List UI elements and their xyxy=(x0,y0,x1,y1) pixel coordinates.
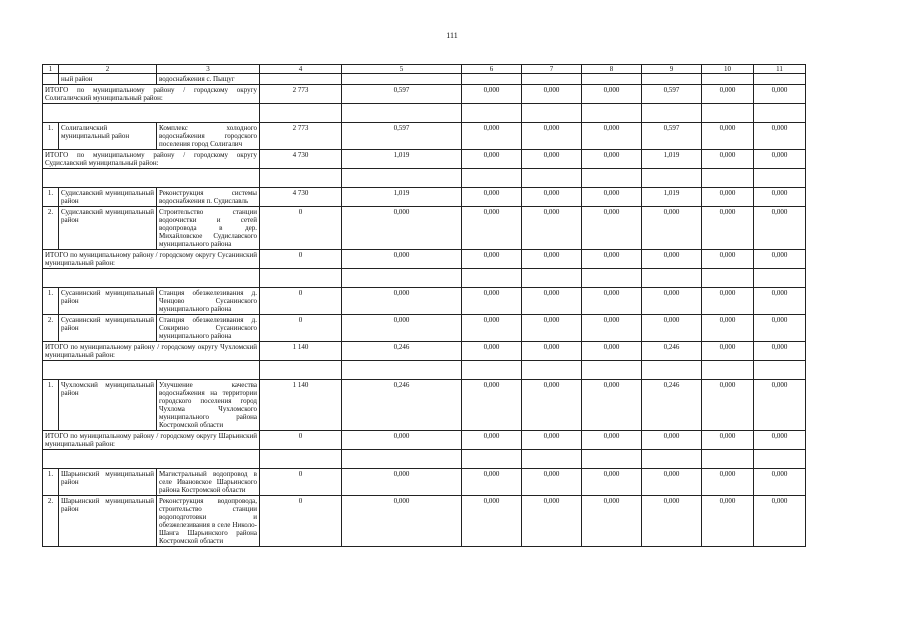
value-cell: 0,000 xyxy=(642,288,702,315)
project-row xyxy=(43,315,806,342)
row-number-cell: 1. xyxy=(43,288,59,315)
empty-cell xyxy=(260,169,342,188)
project-row xyxy=(43,496,806,547)
district-cell: Сусанинский муниципальный район xyxy=(59,315,157,342)
total-value-cell: 0,000 xyxy=(642,431,702,450)
total-value-cell: 0,000 xyxy=(522,342,582,361)
project-row xyxy=(43,123,806,150)
value-cell: 0,246 xyxy=(342,380,462,431)
empty-cell xyxy=(702,104,754,123)
project-cell: водоснабжения с. Пыщуг xyxy=(157,74,260,85)
value-cell: 0,000 xyxy=(582,496,642,547)
col-number: 7 xyxy=(522,65,582,74)
total-value-cell: 0,246 xyxy=(642,342,702,361)
total-value-cell: 0,000 xyxy=(702,342,754,361)
total-value-cell: 0,597 xyxy=(342,85,462,104)
value-cell: 0,000 xyxy=(462,315,522,342)
total-value-cell: 0,000 xyxy=(522,431,582,450)
empty-cell xyxy=(43,450,59,469)
spacer-row xyxy=(43,169,806,188)
district-cell: Шарьинский муниципальный район xyxy=(59,469,157,496)
value-cell xyxy=(582,74,642,85)
value-cell: 0,597 xyxy=(642,123,702,150)
value-cell: 0 xyxy=(260,315,342,342)
total-value-cell: 0,000 xyxy=(342,250,462,269)
value-cell: 4 730 xyxy=(260,188,342,207)
value-cell: 0,000 xyxy=(462,288,522,315)
empty-cell xyxy=(43,361,59,380)
total-value-cell: 0,000 xyxy=(462,150,522,169)
empty-cell xyxy=(754,361,806,380)
value-cell: 1,019 xyxy=(342,188,462,207)
project-row xyxy=(43,288,806,315)
value-cell: 0,000 xyxy=(522,123,582,150)
total-value-cell: 0 xyxy=(260,431,342,450)
value-cell: 0,000 xyxy=(754,188,806,207)
empty-cell xyxy=(59,361,157,380)
value-cell: 0,000 xyxy=(582,288,642,315)
empty-cell xyxy=(462,169,522,188)
empty-cell xyxy=(642,104,702,123)
district-total-row xyxy=(43,250,806,269)
value-cell: 0 xyxy=(260,288,342,315)
total-value-cell: 0,000 xyxy=(522,150,582,169)
value-cell: 0,000 xyxy=(522,207,582,250)
value-cell: 0,000 xyxy=(702,188,754,207)
project-cell: Магистральный водопровод в селе Ивановское Шарьинского района Костромской области xyxy=(157,469,260,496)
total-value-cell: 0,246 xyxy=(342,342,462,361)
value-cell: 0 xyxy=(260,496,342,547)
total-value-cell: 0,000 xyxy=(642,250,702,269)
value-cell: 0,000 xyxy=(522,496,582,547)
empty-cell xyxy=(157,361,260,380)
value-cell xyxy=(754,74,806,85)
row-number-cell: 2. xyxy=(43,207,59,250)
total-value-cell: 0,000 xyxy=(582,85,642,104)
total-value-cell: 0,000 xyxy=(462,250,522,269)
empty-cell xyxy=(642,169,702,188)
empty-cell xyxy=(522,450,582,469)
row-number-cell: 1. xyxy=(43,123,59,150)
spacer-row xyxy=(43,269,806,288)
empty-cell xyxy=(522,169,582,188)
empty-cell xyxy=(642,361,702,380)
total-value-cell: 0 xyxy=(260,250,342,269)
value-cell: 0,000 xyxy=(702,315,754,342)
empty-cell xyxy=(59,450,157,469)
total-value-cell: 1 140 xyxy=(260,342,342,361)
district-cell: ный район xyxy=(59,74,157,85)
project-row xyxy=(43,469,806,496)
empty-cell xyxy=(702,450,754,469)
col-number: 4 xyxy=(260,65,342,74)
total-value-cell: 4 730 xyxy=(260,150,342,169)
investment-table xyxy=(42,64,806,547)
total-value-cell: 0,597 xyxy=(642,85,702,104)
value-cell: 0,000 xyxy=(702,380,754,431)
empty-cell xyxy=(342,269,462,288)
value-cell: 0,000 xyxy=(342,207,462,250)
col-number: 10 xyxy=(702,65,754,74)
empty-cell xyxy=(462,269,522,288)
col-number: 1 xyxy=(43,65,59,74)
value-cell: 0,000 xyxy=(754,288,806,315)
value-cell: 1 140 xyxy=(260,380,342,431)
total-value-cell: 0,000 xyxy=(582,250,642,269)
col-number: 9 xyxy=(642,65,702,74)
value-cell: 2 773 xyxy=(260,123,342,150)
value-cell: 0,000 xyxy=(702,207,754,250)
value-cell: 0,000 xyxy=(582,469,642,496)
value-cell: 0,000 xyxy=(582,315,642,342)
empty-cell xyxy=(59,169,157,188)
total-value-cell: 0,000 xyxy=(702,85,754,104)
value-cell: 1,019 xyxy=(642,188,702,207)
value-cell: 0,000 xyxy=(582,207,642,250)
value-cell: 0,000 xyxy=(642,207,702,250)
row-number-cell: 2. xyxy=(43,496,59,547)
value-cell: 0,000 xyxy=(702,469,754,496)
empty-cell xyxy=(260,269,342,288)
total-value-cell: 0,000 xyxy=(754,150,806,169)
value-cell: 0,000 xyxy=(754,207,806,250)
row-number-cell: 1. xyxy=(43,380,59,431)
empty-cell xyxy=(642,269,702,288)
project-cell: Станция обезжелезивания д. Ченцово Сусанинского муниципального района xyxy=(157,288,260,315)
col-number: 6 xyxy=(462,65,522,74)
empty-cell xyxy=(43,269,59,288)
value-cell: 0,000 xyxy=(642,315,702,342)
total-value-cell: 0,000 xyxy=(702,250,754,269)
value-cell: 0,000 xyxy=(642,496,702,547)
value-cell: 0 xyxy=(260,207,342,250)
value-cell: 0,000 xyxy=(522,288,582,315)
value-cell: 0,000 xyxy=(754,123,806,150)
col-number: 11 xyxy=(754,65,806,74)
district-cell: Судиславский муниципальный район xyxy=(59,188,157,207)
value-cell: 0,000 xyxy=(462,207,522,250)
empty-cell xyxy=(582,361,642,380)
district-total-label: ИТОГО по муниципальному району / городскому округу Чухломский муниципальный район: xyxy=(43,342,260,361)
district-total-row xyxy=(43,342,806,361)
project-row xyxy=(43,207,806,250)
empty-cell xyxy=(43,104,59,123)
value-cell: 0,000 xyxy=(754,380,806,431)
total-value-cell: 0,000 xyxy=(754,431,806,450)
value-cell xyxy=(522,74,582,85)
district-total-row xyxy=(43,150,806,169)
value-cell: 0,000 xyxy=(522,188,582,207)
empty-cell xyxy=(754,269,806,288)
spacer-row xyxy=(43,361,806,380)
empty-cell xyxy=(582,104,642,123)
total-value-cell: 0,000 xyxy=(462,342,522,361)
total-value-cell: 0,000 xyxy=(522,250,582,269)
total-value-cell: 0,000 xyxy=(754,342,806,361)
district-total-row xyxy=(43,85,806,104)
empty-cell xyxy=(157,450,260,469)
value-cell: 0,000 xyxy=(522,315,582,342)
empty-cell xyxy=(582,169,642,188)
value-cell: 0,000 xyxy=(702,123,754,150)
district-cell: Сусанинский муниципальный район xyxy=(59,288,157,315)
total-value-cell: 0,000 xyxy=(582,431,642,450)
empty-cell xyxy=(754,104,806,123)
value-cell: 0,000 xyxy=(342,315,462,342)
col-number: 8 xyxy=(582,65,642,74)
empty-cell xyxy=(260,450,342,469)
value-cell xyxy=(642,74,702,85)
empty-cell xyxy=(582,269,642,288)
value-cell: 0,000 xyxy=(582,380,642,431)
value-cell: 0,000 xyxy=(754,469,806,496)
empty-cell xyxy=(522,104,582,123)
value-cell: 0,000 xyxy=(342,469,462,496)
empty-cell xyxy=(754,450,806,469)
empty-cell xyxy=(342,169,462,188)
value-cell: 0,000 xyxy=(462,123,522,150)
col-number: 3 xyxy=(157,65,260,74)
district-total-label: ИТОГО по муниципальному району / городскому округу Солигаличский муниципальный район: xyxy=(43,85,260,104)
empty-cell xyxy=(702,169,754,188)
value-cell: 0,000 xyxy=(522,380,582,431)
col-number: 5 xyxy=(342,65,462,74)
value-cell: 0,000 xyxy=(522,469,582,496)
district-cell: Солигаличский муниципальный район xyxy=(59,123,157,150)
spacer-row xyxy=(43,104,806,123)
project-cell: Улучшение качества водоснабжения на территории городского поселения город Чухлома Чухломского муниципального района Костромской области xyxy=(157,380,260,431)
total-value-cell: 1,019 xyxy=(642,150,702,169)
page-number: 111 xyxy=(446,31,458,40)
empty-cell xyxy=(642,450,702,469)
value-cell: 0 xyxy=(260,469,342,496)
total-value-cell: 0,000 xyxy=(582,150,642,169)
project-cell: Строительство станции водоочистки и сетей водопровода в дер. Михайловское Судиславского муниципального района xyxy=(157,207,260,250)
row-number-cell: 2. xyxy=(43,315,59,342)
value-cell: 0,000 xyxy=(462,380,522,431)
empty-cell xyxy=(702,361,754,380)
empty-cell xyxy=(522,361,582,380)
value-cell: 0,000 xyxy=(582,123,642,150)
empty-cell xyxy=(157,169,260,188)
district-total-label: ИТОГО по муниципальному району / городскому округу Судиславский муниципальный район: xyxy=(43,150,260,169)
project-cell: Комплекс холодного водоснабжения городского поселения город Солигалич xyxy=(157,123,260,150)
row-number-cell xyxy=(43,74,59,85)
total-value-cell: 0,000 xyxy=(702,150,754,169)
district-total-label: ИТОГО по муниципальному району / городскому округу Сусанинский муниципальный район: xyxy=(43,250,260,269)
value-cell xyxy=(260,74,342,85)
empty-cell xyxy=(342,361,462,380)
empty-cell xyxy=(522,269,582,288)
value-cell: 0,000 xyxy=(462,496,522,547)
col-number: 2 xyxy=(59,65,157,74)
empty-cell xyxy=(157,269,260,288)
value-cell xyxy=(342,74,462,85)
empty-cell xyxy=(260,104,342,123)
value-cell: 0,000 xyxy=(642,469,702,496)
empty-cell xyxy=(59,269,157,288)
empty-cell xyxy=(462,104,522,123)
value-cell: 0,000 xyxy=(462,469,522,496)
column-number-row xyxy=(43,65,806,74)
value-cell: 0,000 xyxy=(462,188,522,207)
empty-cell xyxy=(582,450,642,469)
value-cell: 0,000 xyxy=(702,496,754,547)
empty-cell xyxy=(342,450,462,469)
district-total-label: ИТОГО по муниципальному району / городскому округу Шарьинский муниципальный район: xyxy=(43,431,260,450)
district-cell: Шарьинский муниципальный район xyxy=(59,496,157,547)
project-cell: Реконструкция системы водоснабжения п. Судиславль xyxy=(157,188,260,207)
total-value-cell: 0,000 xyxy=(462,431,522,450)
empty-cell xyxy=(462,361,522,380)
total-value-cell: 0,000 xyxy=(754,85,806,104)
project-row xyxy=(43,188,806,207)
value-cell: 0,000 xyxy=(754,315,806,342)
total-value-cell: 0,000 xyxy=(462,85,522,104)
total-value-cell: 0,000 xyxy=(582,342,642,361)
value-cell: 0,000 xyxy=(342,288,462,315)
total-value-cell: 0,000 xyxy=(342,431,462,450)
value-cell xyxy=(702,74,754,85)
continuation-row xyxy=(43,74,806,85)
empty-cell xyxy=(59,104,157,123)
empty-cell xyxy=(342,104,462,123)
value-cell: 0,597 xyxy=(342,123,462,150)
value-cell: 0,000 xyxy=(702,288,754,315)
empty-cell xyxy=(260,361,342,380)
district-total-row xyxy=(43,431,806,450)
value-cell: 0,000 xyxy=(754,496,806,547)
total-value-cell: 0,000 xyxy=(702,431,754,450)
district-cell: Чухломский муниципальный район xyxy=(59,380,157,431)
district-cell: Судиславский муниципальный район xyxy=(59,207,157,250)
value-cell: 0,000 xyxy=(582,188,642,207)
empty-cell xyxy=(462,450,522,469)
spacer-row xyxy=(43,450,806,469)
empty-cell xyxy=(702,269,754,288)
row-number-cell: 1. xyxy=(43,469,59,496)
empty-cell xyxy=(43,169,59,188)
value-cell: 0,246 xyxy=(642,380,702,431)
project-row xyxy=(43,380,806,431)
value-cell xyxy=(462,74,522,85)
empty-cell xyxy=(157,104,260,123)
total-value-cell: 1,019 xyxy=(342,150,462,169)
project-cell: Станция обезжелезивания д. Сокирино Сусанинского муниципального района xyxy=(157,315,260,342)
value-cell: 0,000 xyxy=(342,496,462,547)
row-number-cell: 1. xyxy=(43,188,59,207)
total-value-cell: 0,000 xyxy=(522,85,582,104)
total-value-cell: 0,000 xyxy=(754,250,806,269)
project-cell: Реконструкция водопровода, строительство станции водоподготовки и обезжелезивания в селе Николо-Шанга Шарьинского района Костромской области xyxy=(157,496,260,547)
empty-cell xyxy=(754,169,806,188)
total-value-cell: 2 773 xyxy=(260,85,342,104)
